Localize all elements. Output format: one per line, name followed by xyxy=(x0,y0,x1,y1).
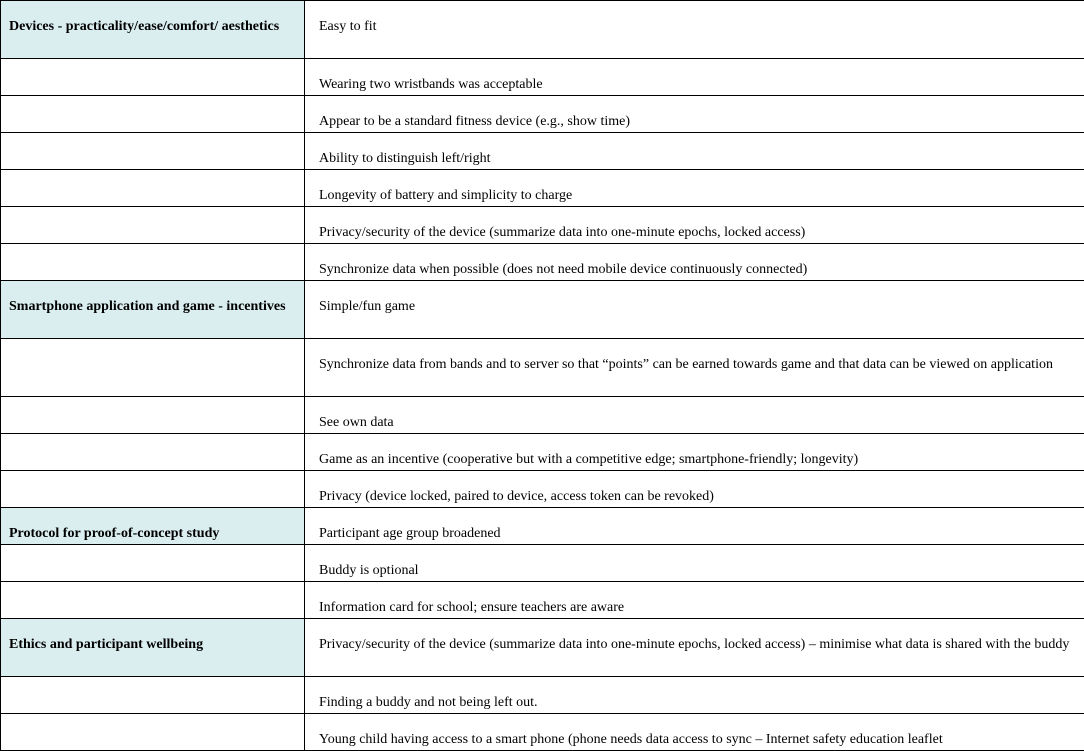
table-row xyxy=(1,1,1084,59)
item-cell: Synchronize data from bands and to server so that “points” can be earned towards game and that data can be viewed on application xyxy=(305,339,1084,397)
table-row xyxy=(1,677,1084,714)
table-row xyxy=(1,133,1084,170)
table-row xyxy=(1,59,1084,96)
item-cell: Longevity of battery and simplicity to charge xyxy=(305,170,1084,207)
theme-cell xyxy=(1,434,305,471)
item-cell: Synchronize data when possible (does not need mobile device continuously connected) xyxy=(305,244,1084,281)
theme-cell xyxy=(1,677,305,714)
item-cell: Young child having access to a smart phone (phone needs data access to sync – Internet safety education leaflet xyxy=(305,714,1084,751)
item-cell: Simple/fun game xyxy=(305,281,1084,339)
theme-cell xyxy=(1,207,305,244)
table-row xyxy=(1,471,1084,508)
theme-cell: Smartphone application and game - incentives xyxy=(1,281,305,339)
theme-cell: Devices - practicality/ease/comfort/ aesthetics xyxy=(1,1,305,59)
item-cell: Ability to distinguish left/right xyxy=(305,133,1084,170)
table-row xyxy=(1,714,1084,751)
item-cell: Appear to be a standard fitness device (e.g., show time) xyxy=(305,96,1084,133)
item-cell: Privacy/security of the device (summarize data into one-minute epochs, locked access) – minimise what data is shared with the buddy xyxy=(305,619,1084,677)
table-row xyxy=(1,96,1084,133)
theme-cell xyxy=(1,133,305,170)
table-row xyxy=(1,582,1084,619)
theme-cell xyxy=(1,714,305,751)
table-row xyxy=(1,244,1084,281)
table-row xyxy=(1,170,1084,207)
item-cell: Finding a buddy and not being left out. xyxy=(305,677,1084,714)
item-cell: Privacy (device locked, paired to device, access token can be revoked) xyxy=(305,471,1084,508)
item-cell: Wearing two wristbands was acceptable xyxy=(305,59,1084,96)
theme-cell xyxy=(1,170,305,207)
item-cell: Information card for school; ensure teachers are aware xyxy=(305,582,1084,619)
theme-cell: Protocol for proof-of-concept study xyxy=(1,508,305,545)
theme-cell xyxy=(1,545,305,582)
theme-cell xyxy=(1,582,305,619)
item-cell: Buddy is optional xyxy=(305,545,1084,582)
table-row xyxy=(1,434,1084,471)
table-row xyxy=(1,397,1084,434)
table-row xyxy=(1,545,1084,582)
theme-cell xyxy=(1,96,305,133)
theme-cell xyxy=(1,471,305,508)
theme-cell: Ethics and participant wellbeing xyxy=(1,619,305,677)
table-row xyxy=(1,339,1084,397)
theme-cell xyxy=(1,244,305,281)
table-row xyxy=(1,619,1084,677)
table-row xyxy=(1,508,1084,545)
item-cell: Privacy/security of the device (summarize data into one-minute epochs, locked access) xyxy=(305,207,1084,244)
item-cell: Game as an incentive (cooperative but with a competitive edge; smartphone-friendly; longevity) xyxy=(305,434,1084,471)
table-row xyxy=(1,281,1084,339)
item-cell: Participant age group broadened xyxy=(305,508,1084,545)
theme-cell xyxy=(1,397,305,434)
table-row xyxy=(1,207,1084,244)
item-cell: See own data xyxy=(305,397,1084,434)
theme-cell xyxy=(1,59,305,96)
theme-cell xyxy=(1,339,305,397)
item-cell: Easy to fit xyxy=(305,1,1084,59)
